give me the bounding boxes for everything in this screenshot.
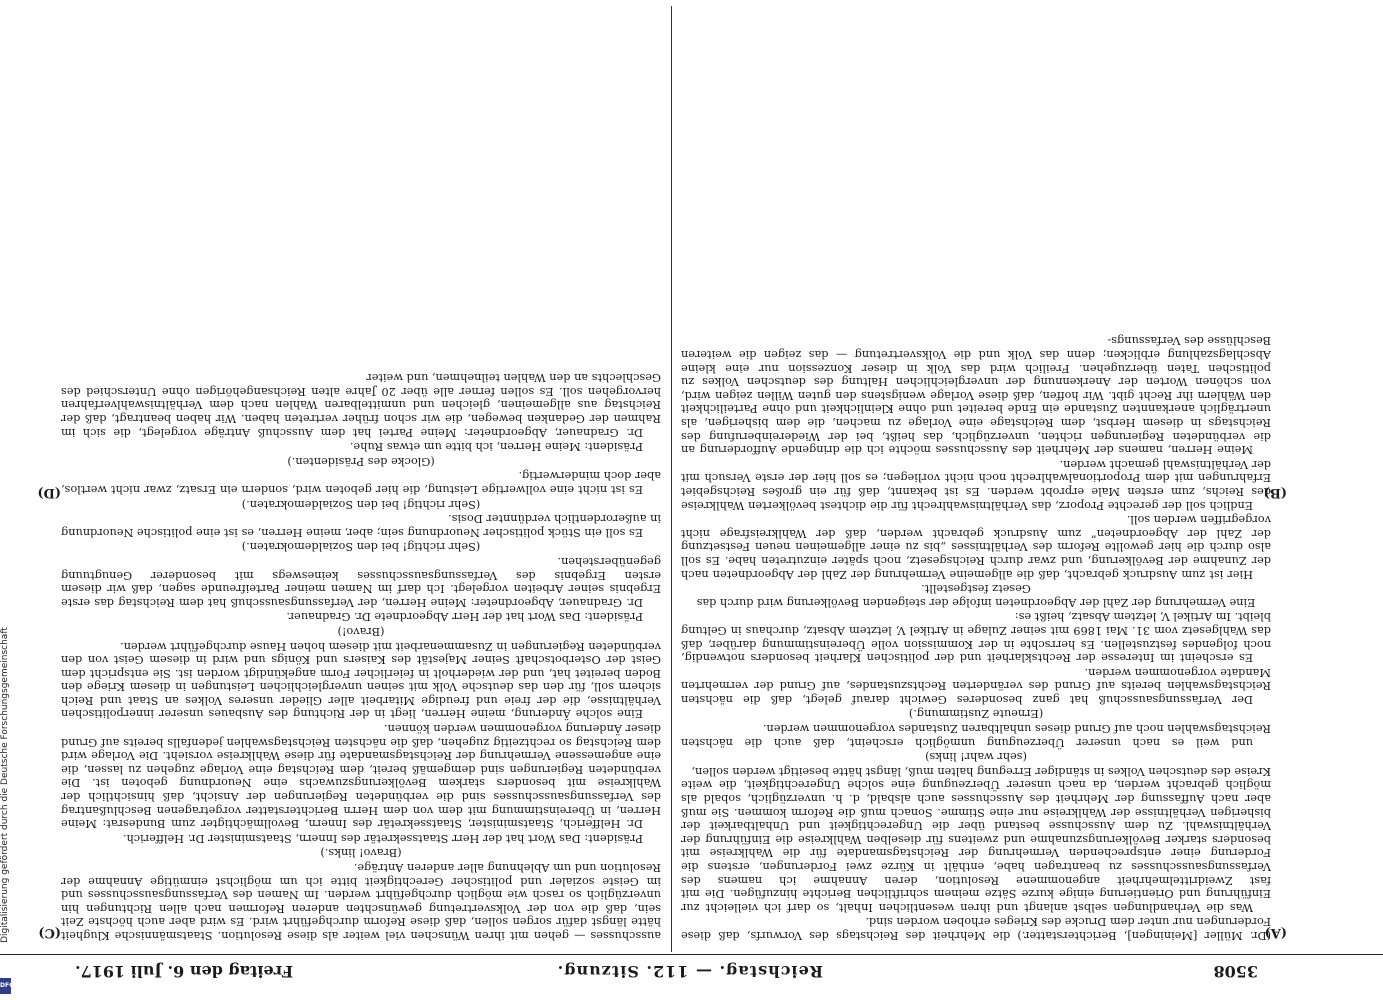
paragraph: Endlich soll der gerechte Proporz, das Verhältniswahlrecht für die dichtest bevölkerten Wahlkreise des Reichs, zum ersten Male erprobt werden. Es ist bekannt, daß für ein großes Reichsgebiet Erfahrungen mit dem Proportionalwahlrecht noch nicht vorliegen; es soll hier der erste Versuch mit der Verhältniswahl gemacht werden. [681, 457, 1271, 512]
speaker-paragraph: Dr. Helfferich, Staatsminister, Staatssekretär des Innern, Bevollmächtigter zum Bundesrat: Meine Herren, in Übereinstimmung mit dem von dem Herrn Berichterstatter vorgetragenen Beschlußantrag des Verfassungsausschusses sind die verbündeten Regierungen der Ansicht, daß hinsichtlich der Wahlkreise mit besonders starkem Bevölkerungszuwachs eine Neuordnung geboten ist. Die verbündeten Regierungen sind demgemäß bereit, dem Reichstag eine Vorlage zugehen zu lassen, die eine angemessene Vermehrung der Reichstagsmandate für diese Wahlkreise vorsieht. Die Vorlage wird dem Reichstag so rechtzeitig zugehen, daß die nächsten Reichstagswahlen jedenfalls bereits auf Grund dieser Änderung vorgenommen werden können. [61, 722, 661, 831]
column-divider [671, 6, 672, 952]
speaker-paragraph: Dr. Gradnauer, Abgeordneter: Meine Partei hat dem Ausschuß Anträge vorgelegt, die sich im Rahmen der Gedanken bewegen, die wir schon früher vertreten haben. Wir haben beantragt, daß der Reichstag aus allgemeinen, gleichen und unmittelbaren Wahlen nach dem Verhältniswahlverfahren hervorgehen soll. Es sollen ferner alle über 20 Jahre alten Reichsangehörigen ohne Unterschied des Geschlechts an den Wahlen teilnehmen, und weiter [61, 371, 661, 439]
quotation: Eine Vermehrung der Zahl der Abgeordneten infolge der steigenden Bevölkerung wird durch das Gesetz festgestellt. [696, 582, 1256, 609]
paragraph: Der Verfassungsausschuß hat ganz besonderes Gewicht darauf gelegt, daß die nächsten Reichstagswahlen bereits auf Grund des veränderten Rechtszustandes, auf Grund der vermehrten Mandate vorgenommen werden. [681, 665, 1271, 706]
paragraph: Hier ist zum Ausdruck gebracht, daß die allgemeine Vermehrung der Zahl der Abgeordneten nach der Zunahme der Bevölkerung, und zwar durch Reichsgesetz, noch später einzutreten habe. Es soll also durch die hier gewollte Reform des Verhältnisses „bis zu einer allgemeinen neuen Festsetzung der Zahl der Abgeordneten“ zum Ausdruck gebracht werden, daß der Wahlkreisfrage nicht vorgegriffen werden soll. [681, 513, 1271, 581]
paragraph: Was die Verhandlungen selbst anlangt und ihren wesentlichen Inhalt, so darf ich vielleicht zur Einführung und Orientierung einige kurze Sätze meinem schriftlichen Berichte hinzufügen. Die mit fast Zweidrittelmehrheit angenommene Resolution, deren Annahme ich namens des Verfassungsausschusses zu beantragen habe, enthält in Kürze zwei Forderungen, erstens die Forderung einer entsprechenden Vermehrung der Reichstagsmandate für die Wahlkreise mit besonders starker Bevölkerungszunahme und zweitens für dieselben Wahlkreise die Einführung der Verhältniswahl. Zu dem Ausschusse bestand über die Ungerechtigkeit und Unhaltbarkeit der bisherigen Verhältnisse der Wahlkreise nur eine Stimme. Sonach muß die Reform kommen. Sie muß aber nach Auffassung der Mehrheit des Ausschusses auch alsbald, d. h. unverzüglich, sobald als möglich gebracht werden, da nach unserer Überzeugung eine solche Ungerechtigkeit, die weite Kreise des deutschen Volkes in ständiger Erregung halten muß, längst hätte beseitigt werden sollen, [681, 764, 1271, 914]
interjection: (Bravo! links.) [320, 846, 402, 860]
paragraph: Meine Herren, namens der Mehrheit des Ausschusses möchte ich die dringende Aufforderung an die verbündeten Regierungen richten, unverzüglich, das heißt, bei der Wiedereinberufung des Reichstags in diesem Herbst, dem Reichstage eine Vorlage zu machen, die dem bisherigen, als unerträglich anerkannten Zustande ein Ende bereitet und ohne Kleinlichkeit und ohne Parteilichkeit den Wählern ihr Recht gibt. Wir hoffen, daß diese Vorlage wenigstens den guten Willen zeigen wird, von schönen Worten der Anerkennung der unvergleichlichen Haltung des deutschen Volkes zu politischen Taten überzugehen. Freilich wird das Volk in dieser Konzession nur eine kleine Abschlagszahlung erblicken; denn das Volk und die Volksvertretung — das zeigen die weiteren Beschlüsse des Verfassungs- [681, 334, 1271, 457]
credit-text: Digitalisierung gefördert durch die Deutsche Forschungsgemeinschaft [0, 627, 10, 943]
paragraph: (Dr. Müller [Meiningen], Berichterstatter.) die Mehrheit des Reichstags des Vorwurfs, daß diese Forderungen nur unter dem Drucke des Krieges erhoben worden sind. [681, 915, 1271, 942]
interjection: (Bravo!) [337, 624, 385, 638]
interjection: (Sehr richtig! bei den Sozialdemokraten.) [241, 497, 481, 511]
margin-mark-d: (D) [37, 485, 61, 500]
paragraph: Eine solche Änderung, meine Herren, liegt in der Richtung des Ausbaues unserer innerpolitischen Verhältnisse, die der freie und freudige Mitarbeit aller Glieder unseres Volkes an Staat und Reich sichern soll, für den das deutsche Volk mit seinen unvergleichlichen Leistungen in diesem Kriege den Boden bereitet hat, und der wiederholt in feierlicher Form angekündigt worden ist. Sie entspricht dem Geist der Osterbotschaft Seiner Majestät des Kaisers und Königs und wird in diesem Geist von den verbündeten Regierungen in Zusammenarbeit mit diesem hohen Hause durchgeführt werden. [61, 639, 661, 721]
page-date: Freitag den 6. Juli 1917. [75, 962, 294, 981]
digitization-credit [0, 600, 15, 1000]
paragraph: Es soll ein Stück politischer Neuordnung sein; aber, meine Herren, es ist eine politische Neuordnung in außerordentlich verdünnter Dosis. [61, 512, 661, 539]
page-number: 3508 [1213, 962, 1258, 981]
paragraph: Es erscheint im Interesse der Rechtsklarheit und der politischen Klarheit besonders notwendig, noch folgendes festzustellen. Es herrschte in der Kommission volle Übereinstimmung darüber, daß das Wahlgesetz vom 31. Mai 1869 mit seiner Zulage in Artikel V, letztem Absatz, durchaus in Geltung bleibt. Im Artikel V, letztem Absatz, heißt es: [681, 610, 1271, 665]
margin-mark-a: (A) [1264, 925, 1287, 940]
interjection: (Erneute Zustimmung.) [908, 707, 1044, 721]
margin-mark-c: (C) [38, 925, 61, 940]
text-column-left [681, 6, 1271, 942]
page-title: Reichstag. — 112. Sitzung. [556, 962, 823, 981]
paragraph: Es ist nicht eine vollwertige Leistung, die hier geboten wird, sondern ein Ersatz, zwar nicht wertlos, aber doch minderwertig. [61, 469, 661, 496]
interjection: (sehr wahr! links) [925, 750, 1027, 764]
text-column-right [61, 6, 661, 942]
interjection: (Sehr richtig! bei den Sozialdemokraten.) [241, 540, 481, 554]
paragraph: und weil es nach unserer Überzeugung unmöglich erscheint, daß auch die nächsten Reichstagswahlen noch auf Grund dieses unhaltbaren Zustandes vorgenommen werden. [681, 722, 1271, 749]
margin-mark-b: (B) [1263, 485, 1287, 500]
speaker-paragraph: Präsident: Das Wort hat der Herr Abgeordnete Dr. Gradnauer. [286, 610, 643, 624]
speaker-paragraph: Präsident: Meine Herren, ich bitte um etwas Ruhe. [349, 440, 643, 454]
speaker-paragraph: Präsident: Das Wort hat der Herr Staatssekretär des Innern, Staatsminister Dr. Helfferich. [122, 831, 643, 845]
page-header [0, 954, 1383, 985]
speaker-paragraph: Dr. Gradnauer, Abgeordneter: Meine Herren, der Verfassungsausschuß hat dem Reichstag das erste Ergebnis seiner Arbeiten vorgelegt. Ich darf im Namen meiner Parteifreunde sagen, daß wir diesem ersten Ergebnis des Verfassungsausschusses keineswegs mit besonderer Genugtuung gegenüberstehen. [61, 554, 661, 609]
paragraph: ausschusses — gehen mit ihren Wünschen viel weiter als diese Resolution. Staatsmännische Klugheit hätte längst dafür sorgen sollen, daß diese Reform durchgeführt wird. Es wird aber auch höchste Zeit sein, daß die von der Volksvertretung gewünschten anderen Reformen nach allen Richtungen hin unverzüglich so rasch wie möglich durchgeführt werden. Im Namen des Verfassungsausschusses und im Geiste sozialer und politischer Gerechtigkeit bitte ich um möglichst einmütige Annahme der Resolution und um Ablehnung aller anderen Anträge. [61, 861, 661, 942]
interjection: (Glocke des Präsidenten.) [287, 454, 435, 468]
dfg-logo: DFG [0, 978, 11, 994]
